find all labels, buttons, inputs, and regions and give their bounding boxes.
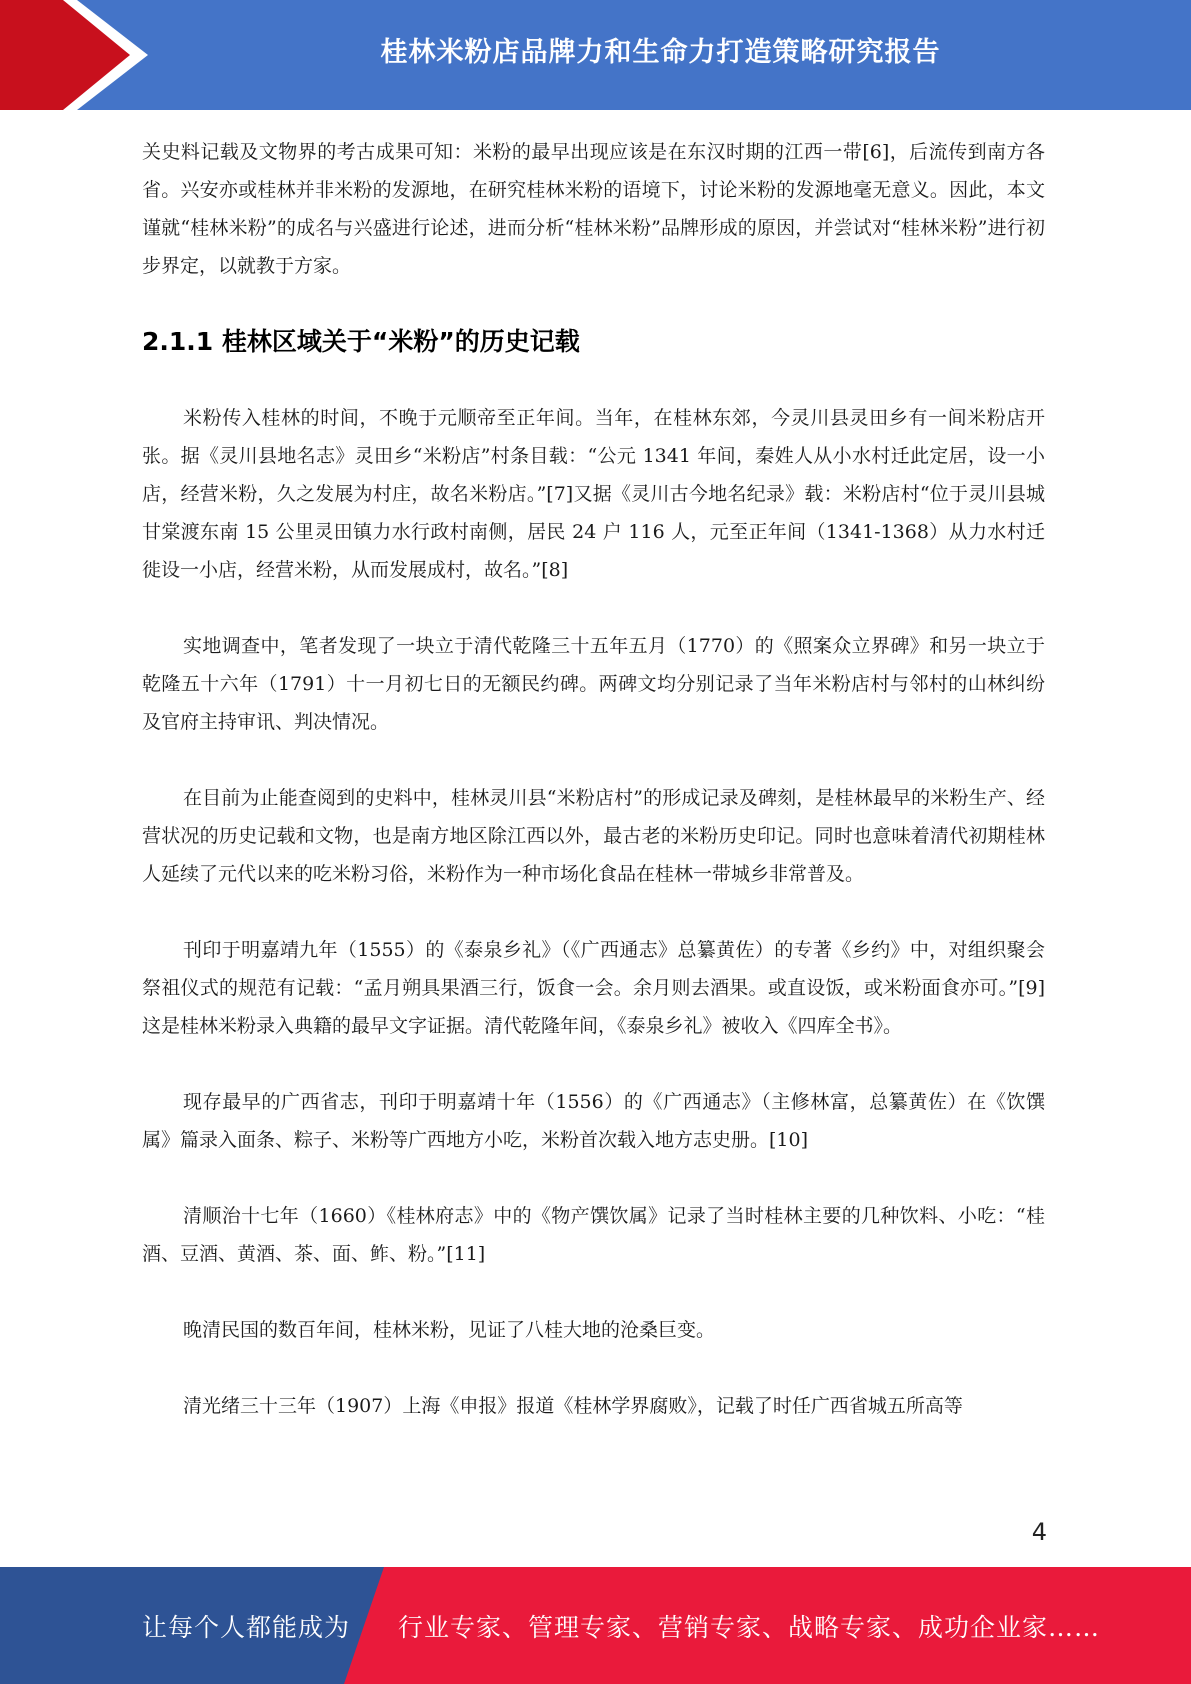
body-paragraph: 刊印于明嘉靖九年（1555）的《泰泉乡礼》（《广西通志》总纂黄佐）的专著《乡约》中，对组织聚会祭祖仪式的规范有记载：“孟月朔具果酒三行，饭食一会。余月则去酒果。或直设饭，或米粉面食亦可。”[9]这是桂林米粉录入典籍的最早文字证据。清代乾隆年间，《泰泉乡礼》被收入《四库全书》。 [142,939,1045,1037]
page-number: 4 [1031,1518,1047,1546]
body-paragraph: 清光绪三十三年（1907）上海《申报》报道《桂林学界腐败》，记载了时任广西省城五所高等 [183,1395,963,1417]
page-footer [0,1567,1191,1684]
footer-slogan-right: 行业专家、管理专家、营销专家、战略专家、成功企业家…… [398,1612,1101,1642]
footer-slogan-left: 让每个人都能成为 [142,1612,351,1642]
body-paragraph: 晚清民国的数百年间，桂林米粉，见证了八桂大地的沧桑巨变。 [183,1319,716,1341]
section-heading: 2.1.1 桂林区域关于“米粉”的历史记载 [142,327,580,356]
report-title: 桂林米粉店品牌力和生命力打造策略研究报告 [380,36,941,68]
body-paragraph: 清顺治十七年（1660）《桂林府志》中的《物产馔饮属》记录了当时桂林主要的几种饮料、小吃：“桂酒、豆酒、黄酒、茶、面、鲊、粉。”[11] [142,1205,1045,1265]
intro-paragraph: 关史料记载及文物界的考古成果可知：米粉的最早出现应该是在东汉时期的江西一带[6]，后流传到南方各省。兴安亦或桂林并非米粉的发源地，在研究桂林米粉的语境下，讨论米粉的发源地毫无意义。因此，本文谨就“桂林米粉”的成名与兴盛进行论述，进而分析“桂林米粉”品牌形成的原因，并尝试对“桂林米粉”进行初步界定，以就教于方家。 [142,141,1045,277]
document-body [142,133,1045,1425]
page-header [0,0,1191,110]
body-paragraph: 现存最早的广西省志，刊印于明嘉靖十年（1556）的《广西通志》（主修林富，总纂黄佐）在《饮馔属》篇录入面条、粽子、米粉等广西地方小吃，米粉首次载入地方志史册。[10] [142,1091,1045,1151]
body-paragraph: 在目前为止能查阅到的史料中，桂林灵川县“米粉店村”的形成记录及碑刻，是桂林最早的米粉生产、经营状况的历史记载和文物，也是南方地区除江西以外，最古老的米粉历史印记。同时也意味着清代初期桂林人延续了元代以来的吃米粉习俗，米粉作为一种市场化食品在桂林一带城乡非常普及。 [142,787,1045,885]
body-paragraph: 实地调查中，笔者发现了一块立于清代乾隆三十五年五月（1770）的《照案众立界碑》和另一块立于乾隆五十六年（1791）十一月初七日的无额民约碑。两碑文均分别记录了当年米粉店村与邻村的山林纠纷及官府主持审讯、判决情况。 [142,635,1045,733]
body-paragraph: 米粉传入桂林的时间，不晚于元顺帝至正年间。当年，在桂林东郊，今灵川县灵田乡有一间米粉店开张。据《灵川县地名志》灵田乡“米粉店”村条目载：“公元 1341 年间，秦姓人从小水村迁此定居，设一小店，经营米粉，久之发展为村庄，故名米粉店。”[7]又据《灵川古今地名纪录》载：米粉店村“位于灵川县城甘棠渡东南 15 公里灵田镇力水行政村南侧，居民 24 户 116 人，元至正年间（1341-1368）从力水村迁徙设一小店，经营米粉，从而发展成村，故名。”[8] [142,407,1045,581]
